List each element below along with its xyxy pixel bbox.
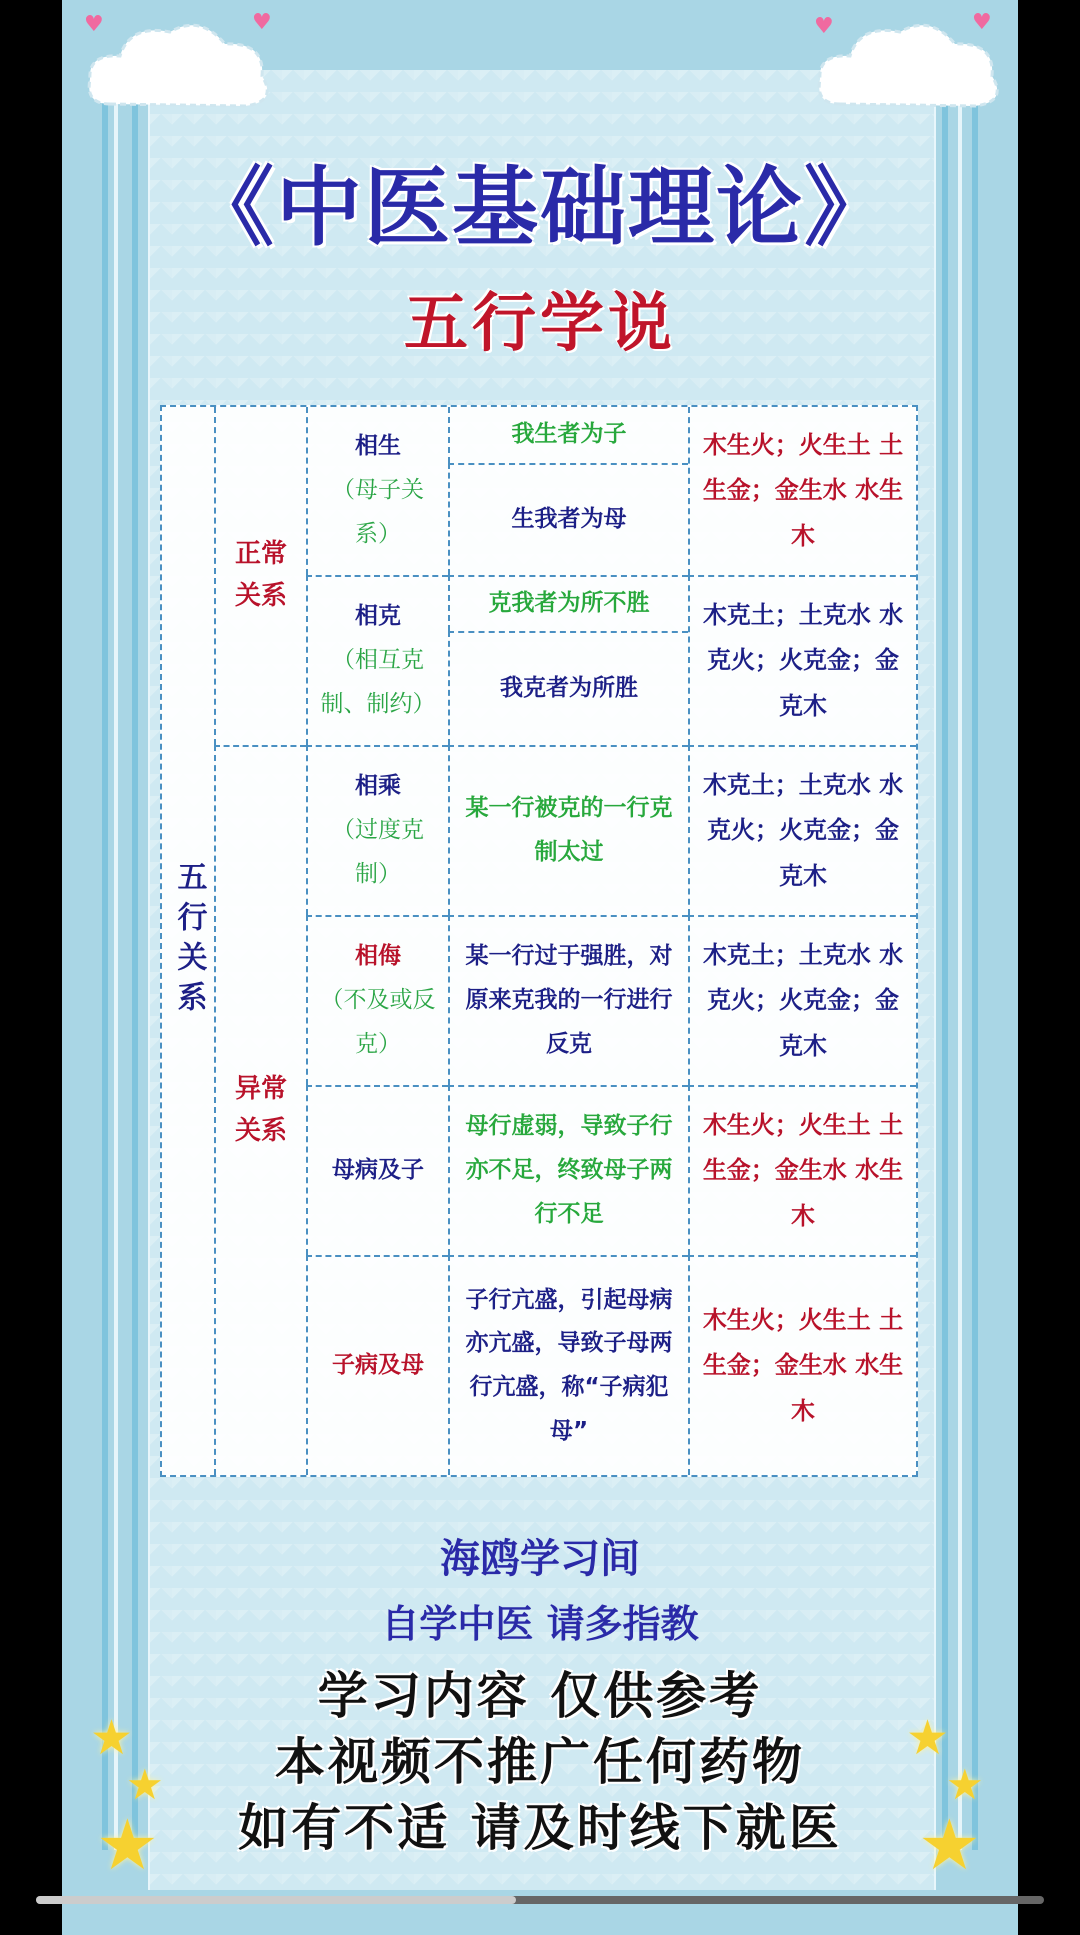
heart-icon: ♥ xyxy=(814,14,834,39)
author-name: 海鸥学习间 xyxy=(440,1536,640,1582)
row-name-zibingjimu: 子病及母 xyxy=(306,1255,448,1475)
seq-cell: 木生火；火生土 土生金；金生水 水生木 xyxy=(688,407,916,575)
desc-cell: 母行虚弱，导致子行亦不足，终致母子两行不足 xyxy=(448,1085,688,1255)
desc-cell: 克我者为所不胜 xyxy=(448,575,688,631)
page-subtitle: 五行学说 xyxy=(404,287,676,361)
desc-cell: 我克者为所胜 xyxy=(448,631,688,745)
root-label: 五行关系 xyxy=(171,861,207,1021)
row-note: （母子关系） xyxy=(332,477,424,547)
star-icon: ★ xyxy=(126,1760,164,1809)
star-icon: ★ xyxy=(946,1760,984,1809)
video-progress-fill[interactable] xyxy=(36,1896,516,1904)
row-name-xiangcheng xyxy=(306,745,448,915)
slogan: 自学中医 请多指教 xyxy=(381,1602,699,1646)
row-note: （不及或反克） xyxy=(320,987,436,1057)
star-icon: ★ xyxy=(90,1710,134,1766)
row-name-xiangwu xyxy=(306,915,448,1085)
row-name-mubingjizi: 母病及子 xyxy=(306,1085,448,1255)
heart-icon: ♥ xyxy=(972,10,992,35)
group-abnormal-label: 异常关系 xyxy=(214,745,306,1475)
cloud-icon xyxy=(80,14,280,124)
row-name: 相生 xyxy=(355,433,401,460)
star-icon: ★ xyxy=(906,1710,950,1766)
page-title: 《中医基础理论》 xyxy=(188,158,892,258)
desc-cell: 我生者为子 xyxy=(448,407,688,463)
desc-cell: 某一行过于强胜，对原来克我的一行进行反克 xyxy=(448,915,688,1085)
row-name-xiangsheng xyxy=(306,407,448,575)
heart-icon: ♥ xyxy=(252,10,272,35)
seq-cell: 木生火；火生土 土生金；金生水 水生木 xyxy=(688,1085,916,1255)
row-name: 相侮 xyxy=(355,943,401,970)
seq-cell: 木克土；土克水 水克火；火克金；金克木 xyxy=(688,745,916,915)
row-name: 相乘 xyxy=(355,773,401,800)
seq-cell: 木克土；土克水 水克火；火克金；金克木 xyxy=(688,915,916,1085)
disclaimer-line: 如有不适 请及时线下就医 xyxy=(238,1799,842,1857)
relations-table xyxy=(160,405,918,1477)
desc-cell: 子行亢盛，引起母病亦亢盛，导致子母两行亢盛，称“子病犯母” xyxy=(448,1255,688,1475)
seq-cell: 木生火；火生土 土生金；金生水 水生木 xyxy=(688,1255,916,1475)
disclaimer-line: 本视频不推广任何药物 xyxy=(275,1733,805,1791)
star-icon: ★ xyxy=(918,1804,981,1886)
row-name-xiangke xyxy=(306,575,448,745)
heart-icon: ♥ xyxy=(84,12,104,37)
group-normal-label: 正常关系 xyxy=(214,407,306,745)
star-icon: ★ xyxy=(96,1804,159,1886)
desc-cell: 生我者为母 xyxy=(448,463,688,575)
row-note: （过度克制） xyxy=(332,817,424,887)
row-note: （相互克制、制约） xyxy=(320,647,436,717)
disclaimer-line: 学习内容 仅供参考 xyxy=(317,1667,763,1725)
seq-cell: 木克土；土克水 水克火；火克金；金克木 xyxy=(688,575,916,745)
desc-cell: 某一行被克的一行克制太过 xyxy=(448,745,688,915)
row-name: 相克 xyxy=(355,603,401,630)
